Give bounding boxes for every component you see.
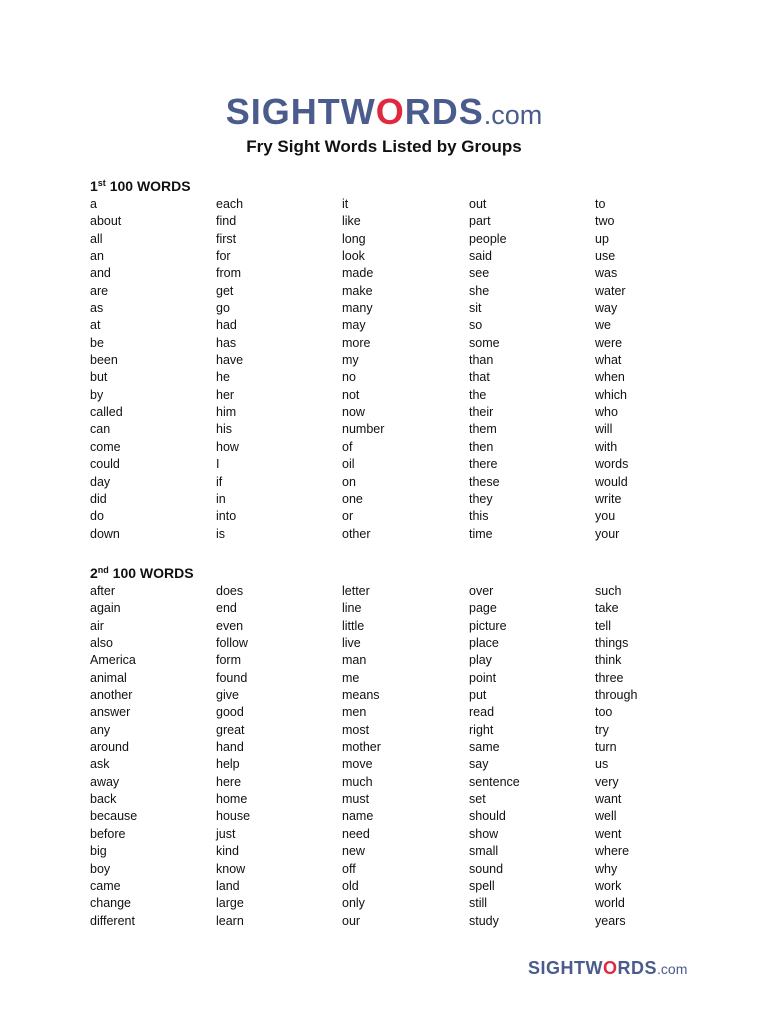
sight-word: are [90, 283, 109, 298]
sight-word: not [342, 387, 360, 402]
sight-word: which [595, 387, 627, 402]
sight-word: to [595, 197, 606, 211]
logo-eye-o: O [375, 91, 405, 132]
sight-word: up [595, 231, 609, 246]
sight-word: mother [342, 740, 381, 755]
sight-word: said [469, 249, 492, 264]
sight-word: he [216, 370, 230, 385]
sight-word: these [469, 474, 500, 489]
footer-logo-suffix: RDS [617, 958, 658, 978]
sight-word: and [90, 266, 111, 281]
sight-word: say [469, 757, 489, 772]
sight-word: my [342, 353, 359, 368]
section-ordinal: nd [97, 565, 109, 575]
sight-word: her [216, 387, 235, 402]
sight-word: any [90, 722, 111, 737]
sight-word: their [469, 405, 494, 420]
sight-word: over [469, 584, 494, 598]
sight-word: play [469, 653, 492, 668]
word-column [90, 196, 216, 543]
word-column [342, 196, 469, 543]
sight-word: part [469, 214, 491, 229]
sight-word: me [342, 670, 360, 685]
sight-word: sound [469, 861, 504, 876]
sight-word: by [90, 387, 104, 402]
sight-word: were [595, 335, 623, 350]
sight-word: think [595, 653, 622, 668]
sight-word: take [595, 601, 619, 616]
sight-word: more [342, 335, 371, 350]
sight-word: of [342, 439, 353, 454]
sight-word: years [595, 913, 626, 928]
word-grid-second-100 [90, 583, 730, 930]
word-column [216, 196, 342, 543]
sight-word: we [595, 318, 611, 333]
sight-word: you [595, 509, 616, 524]
sight-word: things [595, 636, 629, 651]
sight-word: read [469, 705, 495, 720]
sight-word: point [469, 670, 497, 685]
sight-word: through [595, 688, 638, 703]
sight-word: turn [595, 740, 617, 755]
section-ordinal: st [97, 178, 106, 188]
sight-word: have [216, 353, 244, 368]
word-column [469, 583, 595, 930]
sight-word: what [595, 353, 622, 368]
sight-word: want [595, 792, 622, 807]
sight-word: boy [90, 861, 111, 876]
word-grid-first-100 [90, 196, 730, 543]
sight-word: give [216, 688, 239, 703]
sight-word: after [90, 584, 116, 598]
sight-word: great [216, 722, 245, 737]
sight-word: air [90, 618, 104, 633]
sight-word: place [469, 636, 499, 651]
sight-word: an [90, 249, 104, 264]
sight-word: many [342, 301, 373, 316]
sight-word: still [469, 896, 488, 911]
sight-word: on [342, 474, 356, 489]
sight-word: be [90, 335, 104, 350]
sight-word: down [90, 526, 120, 541]
footer-logo [528, 956, 687, 981]
sight-word: animal [90, 670, 127, 685]
sight-word: letter [342, 584, 370, 598]
word-column [595, 583, 725, 930]
sight-word: tell [595, 618, 611, 633]
sight-word: learn [216, 913, 244, 928]
sight-word: men [342, 705, 367, 720]
sight-word: from [216, 266, 241, 281]
sight-word: with [595, 439, 618, 454]
logo-text-suffix: RDS [404, 91, 484, 132]
sight-word: had [216, 318, 237, 333]
sight-word: there [469, 457, 498, 472]
sight-word: I [216, 457, 220, 472]
word-column [595, 196, 725, 543]
footer-logo-prefix: SIGHTW [528, 958, 603, 978]
sight-word: even [216, 618, 244, 633]
sight-word: again [90, 601, 121, 616]
sight-word: do [90, 509, 104, 524]
sight-word: different [90, 913, 135, 928]
sight-word: him [216, 405, 237, 420]
sight-word: help [216, 757, 240, 772]
section-number: 2 [90, 565, 98, 581]
sight-word: a [90, 197, 97, 211]
sight-word: came [90, 878, 121, 893]
sight-word: all [90, 231, 103, 246]
page-title: Fry Sight Words Listed by Groups [246, 137, 522, 156]
sight-word: each [216, 197, 244, 211]
sight-word: went [595, 826, 622, 841]
sight-word: see [469, 266, 490, 281]
sight-word: know [216, 861, 246, 876]
sight-word: than [469, 353, 494, 368]
sight-word: kind [216, 844, 239, 859]
sight-word: name [342, 809, 374, 824]
sight-word: just [216, 826, 236, 841]
sight-word: where [595, 844, 630, 859]
sight-word: found [216, 670, 248, 685]
sight-word: picture [469, 618, 507, 633]
sight-word: so [469, 318, 483, 333]
sight-word: first [216, 231, 237, 246]
sight-word: change [90, 896, 132, 911]
section-label: 100 WORDS [108, 565, 194, 581]
sight-word: for [216, 249, 231, 264]
sight-word: little [342, 618, 365, 633]
sight-word: old [342, 878, 359, 893]
sight-word: now [342, 405, 365, 420]
sight-word: in [216, 491, 226, 506]
sight-word: good [216, 705, 244, 720]
sight-word: ask [90, 757, 110, 772]
sight-word: page [469, 601, 497, 616]
sight-word: same [469, 740, 500, 755]
sight-word: if [216, 474, 223, 489]
sight-word: two [595, 214, 615, 229]
sight-word: show [469, 826, 499, 841]
sight-word: move [342, 757, 373, 772]
header-logo [0, 90, 768, 137]
sight-word: try [595, 722, 609, 737]
sight-word: much [342, 774, 373, 789]
sight-word: our [342, 913, 361, 928]
sight-word: some [469, 335, 500, 350]
sight-word: or [342, 509, 354, 524]
footer-logo-domain: .com [657, 961, 688, 977]
sight-word: answer [90, 705, 131, 720]
sight-word: did [90, 491, 107, 506]
sight-word: sit [469, 301, 482, 316]
sight-word: your [595, 526, 620, 541]
sight-word: this [469, 509, 489, 524]
sight-word: who [595, 405, 618, 420]
sight-word: number [342, 422, 385, 437]
sight-word: form [216, 653, 241, 668]
sight-word: been [90, 353, 118, 368]
sight-word: has [216, 335, 237, 350]
sight-word: most [342, 722, 370, 737]
sight-word: way [595, 301, 618, 316]
sight-word: land [216, 878, 240, 893]
sight-word: words [595, 457, 629, 472]
section-number: 1 [90, 178, 98, 194]
word-column [469, 196, 595, 543]
sight-word: look [342, 249, 365, 264]
sight-word: oil [342, 457, 355, 472]
sight-word: big [90, 844, 107, 859]
sight-word: us [595, 757, 609, 772]
sight-word: put [469, 688, 487, 703]
sight-word: means [342, 688, 380, 703]
sight-word: find [216, 214, 237, 229]
sight-word: that [469, 370, 490, 385]
sight-word: America [90, 653, 136, 668]
sight-word: she [469, 283, 490, 298]
sight-word: no [342, 370, 356, 385]
word-column [216, 583, 342, 930]
sight-word: time [469, 526, 493, 541]
sight-word: home [216, 792, 248, 807]
sight-word: another [90, 688, 133, 703]
sight-word: would [595, 474, 628, 489]
sight-word: also [90, 636, 113, 651]
sight-word: before [90, 826, 126, 841]
sight-word: here [216, 774, 242, 789]
sight-word: write [595, 491, 622, 506]
sight-word: was [595, 266, 618, 281]
sight-word: they [469, 491, 493, 506]
sight-word: because [90, 809, 138, 824]
sight-word: the [469, 387, 487, 402]
sight-word: water [595, 283, 626, 298]
sight-word: need [342, 826, 370, 841]
sight-word: other [342, 526, 371, 541]
sight-word: three [595, 670, 624, 685]
sight-word: is [216, 526, 226, 541]
sight-word: does [216, 584, 244, 598]
sight-word: made [342, 266, 374, 281]
sight-word: make [342, 283, 373, 298]
sight-word: how [216, 439, 239, 454]
sight-word: such [595, 584, 622, 598]
sight-word: study [469, 913, 499, 928]
sight-word: them [469, 422, 497, 437]
sight-word: then [469, 439, 494, 454]
sight-word: could [90, 457, 120, 472]
sight-word: out [469, 197, 487, 211]
sight-word: set [469, 792, 486, 807]
sight-word: hand [216, 740, 244, 755]
section-heading-first-100 [90, 177, 191, 195]
sight-word: back [90, 792, 117, 807]
sight-word: at [90, 318, 101, 333]
sight-word: live [342, 636, 361, 651]
sight-word: can [90, 422, 111, 437]
sight-word: right [469, 722, 494, 737]
sight-word: should [469, 809, 506, 824]
word-column [90, 583, 216, 930]
sight-word: long [342, 231, 366, 246]
logo-domain: .com [483, 100, 543, 130]
sight-word: small [469, 844, 499, 859]
sight-word: go [216, 301, 230, 316]
sight-word: why [595, 861, 618, 876]
sight-word: large [216, 896, 244, 911]
sight-word: spell [469, 878, 495, 893]
sight-word: around [90, 740, 129, 755]
sight-word: off [342, 861, 356, 876]
sight-word: come [90, 439, 121, 454]
sight-word: may [342, 318, 366, 333]
sight-word: only [342, 896, 365, 911]
sight-word: well [595, 809, 617, 824]
sight-word: like [342, 214, 361, 229]
sight-word: new [342, 844, 365, 859]
sight-word: end [216, 601, 237, 616]
sight-word: man [342, 653, 367, 668]
sight-word: it [342, 197, 349, 211]
logo-text-prefix: SIGHTW [225, 91, 376, 132]
sight-word: people [469, 231, 507, 246]
sight-word: into [216, 509, 237, 524]
sight-word: sentence [469, 774, 520, 789]
sight-word: when [595, 370, 625, 385]
sight-word: too [595, 705, 613, 720]
sight-word: day [90, 474, 111, 489]
section-label: 100 WORDS [105, 178, 191, 194]
sight-word: must [342, 792, 370, 807]
sight-word: one [342, 491, 363, 506]
sight-word: work [595, 878, 622, 893]
sight-word: house [216, 809, 251, 824]
section-heading-second-100 [90, 564, 194, 582]
sight-word: get [216, 283, 234, 298]
sight-word: line [342, 601, 362, 616]
sight-word: called [90, 405, 123, 420]
sight-word: as [90, 301, 104, 316]
sight-word: will [595, 422, 613, 437]
sight-word: about [90, 214, 122, 229]
word-column [342, 583, 469, 930]
sight-word: away [90, 774, 120, 789]
sight-word: very [595, 774, 619, 789]
sight-word: but [90, 370, 108, 385]
sight-word: follow [216, 636, 248, 651]
sight-word: use [595, 249, 616, 264]
footer-logo-eye-o: O [603, 958, 618, 978]
sight-word: world [595, 896, 625, 911]
sight-word: his [216, 422, 232, 437]
